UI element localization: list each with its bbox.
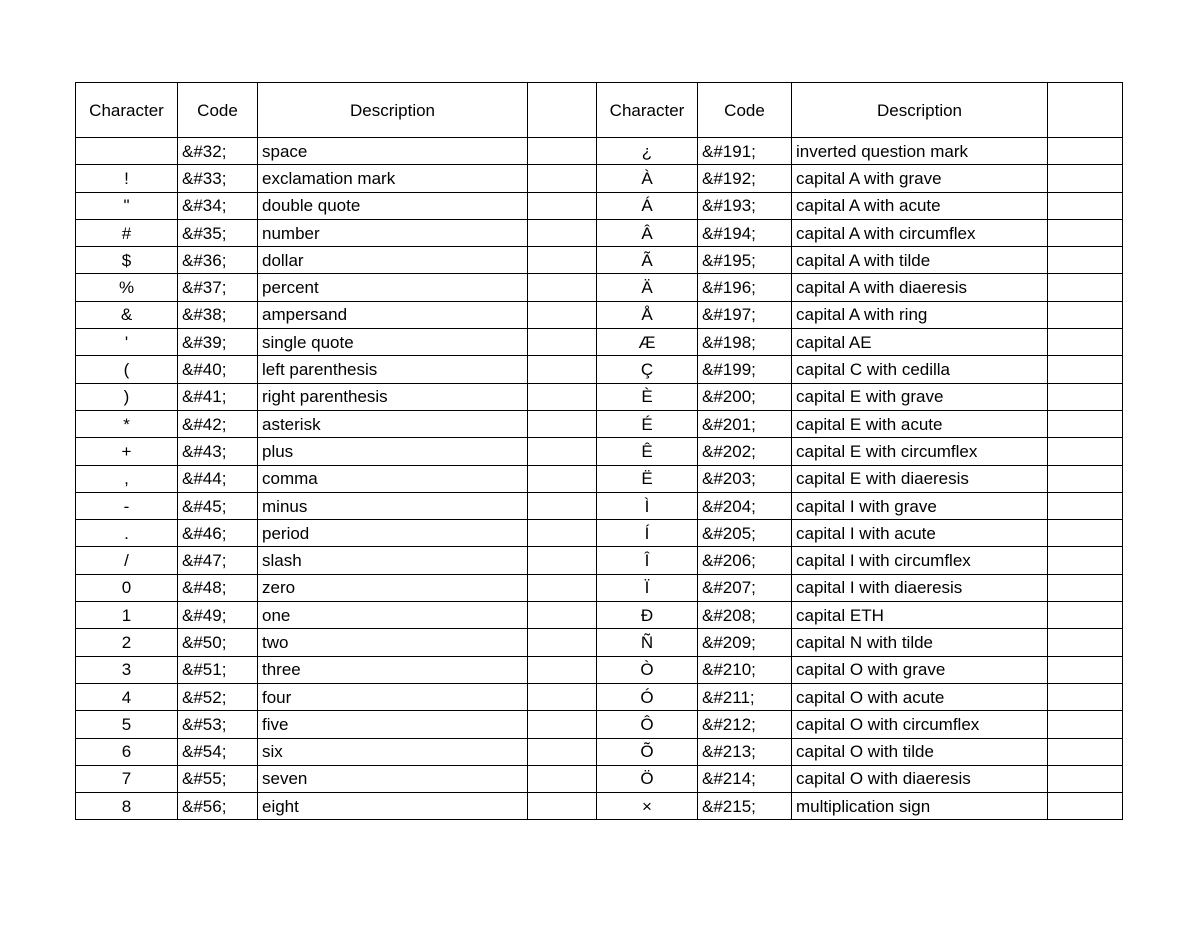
left-character-cell: # — [76, 219, 178, 246]
table-row — [76, 656, 1123, 683]
left-spacer-cell — [528, 356, 597, 383]
left-description-cell: number — [258, 219, 528, 246]
right-spacer-cell — [1048, 492, 1123, 519]
right-code-cell: &#214; — [698, 765, 792, 792]
left-character-cell: 6 — [76, 738, 178, 765]
right-description-cell: capital I with grave — [792, 492, 1048, 519]
left-code-cell: &#47; — [178, 547, 258, 574]
left-spacer-cell — [528, 520, 597, 547]
right-character-cell: È — [597, 383, 698, 410]
left-character-cell: , — [76, 465, 178, 492]
left-description-cell: comma — [258, 465, 528, 492]
table-row — [76, 356, 1123, 383]
header-character-left: Character — [76, 83, 178, 138]
table-row — [76, 711, 1123, 738]
table-row — [76, 301, 1123, 328]
right-character-cell: Î — [597, 547, 698, 574]
right-code-cell: &#197; — [698, 301, 792, 328]
table-row — [76, 602, 1123, 629]
left-description-cell: five — [258, 711, 528, 738]
table-row — [76, 410, 1123, 437]
right-description-cell: capital I with diaeresis — [792, 574, 1048, 601]
left-spacer-cell — [528, 247, 597, 274]
left-character-cell: * — [76, 410, 178, 437]
right-spacer-cell — [1048, 410, 1123, 437]
right-spacer-cell — [1048, 547, 1123, 574]
right-spacer-cell — [1048, 793, 1123, 820]
right-spacer-cell — [1048, 520, 1123, 547]
right-description-cell: capital A with acute — [792, 192, 1048, 219]
right-description-cell: capital E with diaeresis — [792, 465, 1048, 492]
right-code-cell: &#199; — [698, 356, 792, 383]
left-code-cell: &#56; — [178, 793, 258, 820]
left-description-cell: left parenthesis — [258, 356, 528, 383]
right-description-cell: capital O with tilde — [792, 738, 1048, 765]
table-row — [76, 192, 1123, 219]
left-spacer-cell — [528, 329, 597, 356]
right-code-cell: &#196; — [698, 274, 792, 301]
left-code-cell: &#48; — [178, 574, 258, 601]
table-row — [76, 629, 1123, 656]
left-spacer-cell — [528, 738, 597, 765]
right-spacer-cell — [1048, 219, 1123, 246]
right-code-cell: &#195; — [698, 247, 792, 274]
header-spacer-right — [1048, 83, 1123, 138]
left-spacer-cell — [528, 410, 597, 437]
right-character-cell: Ä — [597, 274, 698, 301]
header-character-right: Character — [597, 83, 698, 138]
right-description-cell: capital I with circumflex — [792, 547, 1048, 574]
table-row — [76, 247, 1123, 274]
left-description-cell: zero — [258, 574, 528, 601]
right-character-cell: Ò — [597, 656, 698, 683]
right-description-cell: capital ETH — [792, 602, 1048, 629]
right-code-cell: &#194; — [698, 219, 792, 246]
left-character-cell — [76, 138, 178, 165]
left-description-cell: exclamation mark — [258, 165, 528, 192]
left-spacer-cell — [528, 438, 597, 465]
left-character-cell: 8 — [76, 793, 178, 820]
right-code-cell: &#203; — [698, 465, 792, 492]
left-code-cell: &#41; — [178, 383, 258, 410]
left-description-cell: dollar — [258, 247, 528, 274]
table-row — [76, 219, 1123, 246]
right-code-cell: &#208; — [698, 602, 792, 629]
left-spacer-cell — [528, 219, 597, 246]
left-code-cell: &#54; — [178, 738, 258, 765]
table-row — [76, 492, 1123, 519]
right-code-cell: &#201; — [698, 410, 792, 437]
right-character-cell: × — [597, 793, 698, 820]
left-description-cell: right parenthesis — [258, 383, 528, 410]
right-spacer-cell — [1048, 465, 1123, 492]
right-code-cell: &#202; — [698, 438, 792, 465]
right-character-cell: Ç — [597, 356, 698, 383]
left-code-cell: &#49; — [178, 602, 258, 629]
table-row — [76, 793, 1123, 820]
left-description-cell: plus — [258, 438, 528, 465]
left-character-cell: 0 — [76, 574, 178, 601]
table-row — [76, 165, 1123, 192]
right-code-cell: &#205; — [698, 520, 792, 547]
left-description-cell: slash — [258, 547, 528, 574]
right-spacer-cell — [1048, 247, 1123, 274]
left-code-cell: &#45; — [178, 492, 258, 519]
left-description-cell: four — [258, 683, 528, 710]
left-spacer-cell — [528, 301, 597, 328]
right-spacer-cell — [1048, 683, 1123, 710]
left-code-cell: &#42; — [178, 410, 258, 437]
left-spacer-cell — [528, 138, 597, 165]
left-character-cell: ) — [76, 383, 178, 410]
right-character-cell: Ï — [597, 574, 698, 601]
left-character-cell: . — [76, 520, 178, 547]
left-spacer-cell — [528, 465, 597, 492]
table-body — [76, 138, 1123, 820]
right-spacer-cell — [1048, 765, 1123, 792]
right-description-cell: capital N with tilde — [792, 629, 1048, 656]
right-spacer-cell — [1048, 438, 1123, 465]
right-description-cell: capital I with acute — [792, 520, 1048, 547]
right-code-cell: &#198; — [698, 329, 792, 356]
right-spacer-cell — [1048, 602, 1123, 629]
character-code-table — [75, 82, 1123, 820]
table-row — [76, 683, 1123, 710]
left-spacer-cell — [528, 602, 597, 629]
left-description-cell: asterisk — [258, 410, 528, 437]
right-code-cell: &#193; — [698, 192, 792, 219]
left-character-cell: $ — [76, 247, 178, 274]
right-character-cell: Ó — [597, 683, 698, 710]
header-code-right: Code — [698, 83, 792, 138]
right-character-cell: Ê — [597, 438, 698, 465]
right-description-cell: capital A with circumflex — [792, 219, 1048, 246]
right-character-cell: Ì — [597, 492, 698, 519]
left-code-cell: &#38; — [178, 301, 258, 328]
table-row — [76, 765, 1123, 792]
left-character-cell: 5 — [76, 711, 178, 738]
right-code-cell: &#192; — [698, 165, 792, 192]
table-header — [76, 83, 1123, 138]
table-row — [76, 329, 1123, 356]
right-description-cell: capital E with acute — [792, 410, 1048, 437]
right-code-cell: &#200; — [698, 383, 792, 410]
left-code-cell: &#46; — [178, 520, 258, 547]
left-character-cell: ( — [76, 356, 178, 383]
right-spacer-cell — [1048, 138, 1123, 165]
left-character-cell: % — [76, 274, 178, 301]
right-character-cell: Æ — [597, 329, 698, 356]
left-description-cell: percent — [258, 274, 528, 301]
right-character-cell: ¿ — [597, 138, 698, 165]
left-spacer-cell — [528, 629, 597, 656]
right-character-cell: Ð — [597, 602, 698, 629]
left-spacer-cell — [528, 683, 597, 710]
left-character-cell: & — [76, 301, 178, 328]
left-spacer-cell — [528, 574, 597, 601]
right-description-cell: capital O with circumflex — [792, 711, 1048, 738]
left-code-cell: &#33; — [178, 165, 258, 192]
left-code-cell: &#53; — [178, 711, 258, 738]
left-character-cell: " — [76, 192, 178, 219]
right-code-cell: &#191; — [698, 138, 792, 165]
left-character-cell: - — [76, 492, 178, 519]
right-description-cell: capital A with ring — [792, 301, 1048, 328]
left-spacer-cell — [528, 165, 597, 192]
left-description-cell: double quote — [258, 192, 528, 219]
right-character-cell: Ö — [597, 765, 698, 792]
right-description-cell: capital A with tilde — [792, 247, 1048, 274]
right-code-cell: &#212; — [698, 711, 792, 738]
left-description-cell: minus — [258, 492, 528, 519]
right-code-cell: &#215; — [698, 793, 792, 820]
right-description-cell: capital E with circumflex — [792, 438, 1048, 465]
table-row — [76, 574, 1123, 601]
header-code-left: Code — [178, 83, 258, 138]
left-character-cell: / — [76, 547, 178, 574]
right-spacer-cell — [1048, 711, 1123, 738]
right-description-cell: multiplication sign — [792, 793, 1048, 820]
right-character-cell: Å — [597, 301, 698, 328]
right-spacer-cell — [1048, 165, 1123, 192]
left-spacer-cell — [528, 383, 597, 410]
right-code-cell: &#206; — [698, 547, 792, 574]
left-spacer-cell — [528, 711, 597, 738]
left-code-cell: &#34; — [178, 192, 258, 219]
right-spacer-cell — [1048, 738, 1123, 765]
left-character-cell: ' — [76, 329, 178, 356]
left-character-cell: 4 — [76, 683, 178, 710]
right-description-cell: capital AE — [792, 329, 1048, 356]
header-spacer-left — [528, 83, 597, 138]
right-code-cell: &#211; — [698, 683, 792, 710]
right-spacer-cell — [1048, 274, 1123, 301]
right-code-cell: &#207; — [698, 574, 792, 601]
right-spacer-cell — [1048, 301, 1123, 328]
right-character-cell: À — [597, 165, 698, 192]
table-row — [76, 520, 1123, 547]
right-character-cell: Í — [597, 520, 698, 547]
right-description-cell: capital O with diaeresis — [792, 765, 1048, 792]
left-description-cell: two — [258, 629, 528, 656]
left-spacer-cell — [528, 192, 597, 219]
right-spacer-cell — [1048, 629, 1123, 656]
right-spacer-cell — [1048, 656, 1123, 683]
right-code-cell: &#204; — [698, 492, 792, 519]
left-code-cell: &#55; — [178, 765, 258, 792]
right-description-cell: capital C with cedilla — [792, 356, 1048, 383]
header-description-left: Description — [258, 83, 528, 138]
right-code-cell: &#210; — [698, 656, 792, 683]
right-description-cell: capital A with grave — [792, 165, 1048, 192]
left-description-cell: seven — [258, 765, 528, 792]
right-description-cell: inverted question mark — [792, 138, 1048, 165]
right-character-cell: Ñ — [597, 629, 698, 656]
table-row — [76, 738, 1123, 765]
table-row — [76, 465, 1123, 492]
left-description-cell: eight — [258, 793, 528, 820]
right-spacer-cell — [1048, 356, 1123, 383]
left-spacer-cell — [528, 656, 597, 683]
right-code-cell: &#213; — [698, 738, 792, 765]
right-description-cell: capital A with diaeresis — [792, 274, 1048, 301]
right-spacer-cell — [1048, 192, 1123, 219]
right-spacer-cell — [1048, 574, 1123, 601]
left-code-cell: &#36; — [178, 247, 258, 274]
right-character-cell: Á — [597, 192, 698, 219]
left-code-cell: &#40; — [178, 356, 258, 383]
table-row — [76, 138, 1123, 165]
left-character-cell: 1 — [76, 602, 178, 629]
right-character-cell: Â — [597, 219, 698, 246]
left-code-cell: &#32; — [178, 138, 258, 165]
right-character-cell: É — [597, 410, 698, 437]
right-description-cell: capital E with grave — [792, 383, 1048, 410]
right-character-cell: Ã — [597, 247, 698, 274]
left-code-cell: &#50; — [178, 629, 258, 656]
left-description-cell: single quote — [258, 329, 528, 356]
left-code-cell: &#39; — [178, 329, 258, 356]
right-spacer-cell — [1048, 383, 1123, 410]
right-description-cell: capital O with acute — [792, 683, 1048, 710]
left-character-cell: 3 — [76, 656, 178, 683]
left-character-cell: 7 — [76, 765, 178, 792]
right-character-cell: Ë — [597, 465, 698, 492]
table-row — [76, 383, 1123, 410]
left-spacer-cell — [528, 793, 597, 820]
left-spacer-cell — [528, 765, 597, 792]
left-description-cell: ampersand — [258, 301, 528, 328]
left-description-cell: three — [258, 656, 528, 683]
left-description-cell: period — [258, 520, 528, 547]
left-description-cell: six — [258, 738, 528, 765]
left-code-cell: &#51; — [178, 656, 258, 683]
right-character-cell: Õ — [597, 738, 698, 765]
table-row — [76, 438, 1123, 465]
left-spacer-cell — [528, 492, 597, 519]
header-description-right: Description — [792, 83, 1048, 138]
table-row — [76, 547, 1123, 574]
header-row — [76, 83, 1123, 138]
table-row — [76, 274, 1123, 301]
left-spacer-cell — [528, 274, 597, 301]
left-character-cell: + — [76, 438, 178, 465]
left-code-cell: &#37; — [178, 274, 258, 301]
left-code-cell: &#52; — [178, 683, 258, 710]
left-code-cell: &#35; — [178, 219, 258, 246]
left-description-cell: one — [258, 602, 528, 629]
left-spacer-cell — [528, 547, 597, 574]
left-description-cell: space — [258, 138, 528, 165]
right-description-cell: capital O with grave — [792, 656, 1048, 683]
right-code-cell: &#209; — [698, 629, 792, 656]
left-code-cell: &#43; — [178, 438, 258, 465]
left-character-cell: 2 — [76, 629, 178, 656]
right-character-cell: Ô — [597, 711, 698, 738]
right-spacer-cell — [1048, 329, 1123, 356]
left-character-cell: ! — [76, 165, 178, 192]
left-code-cell: &#44; — [178, 465, 258, 492]
